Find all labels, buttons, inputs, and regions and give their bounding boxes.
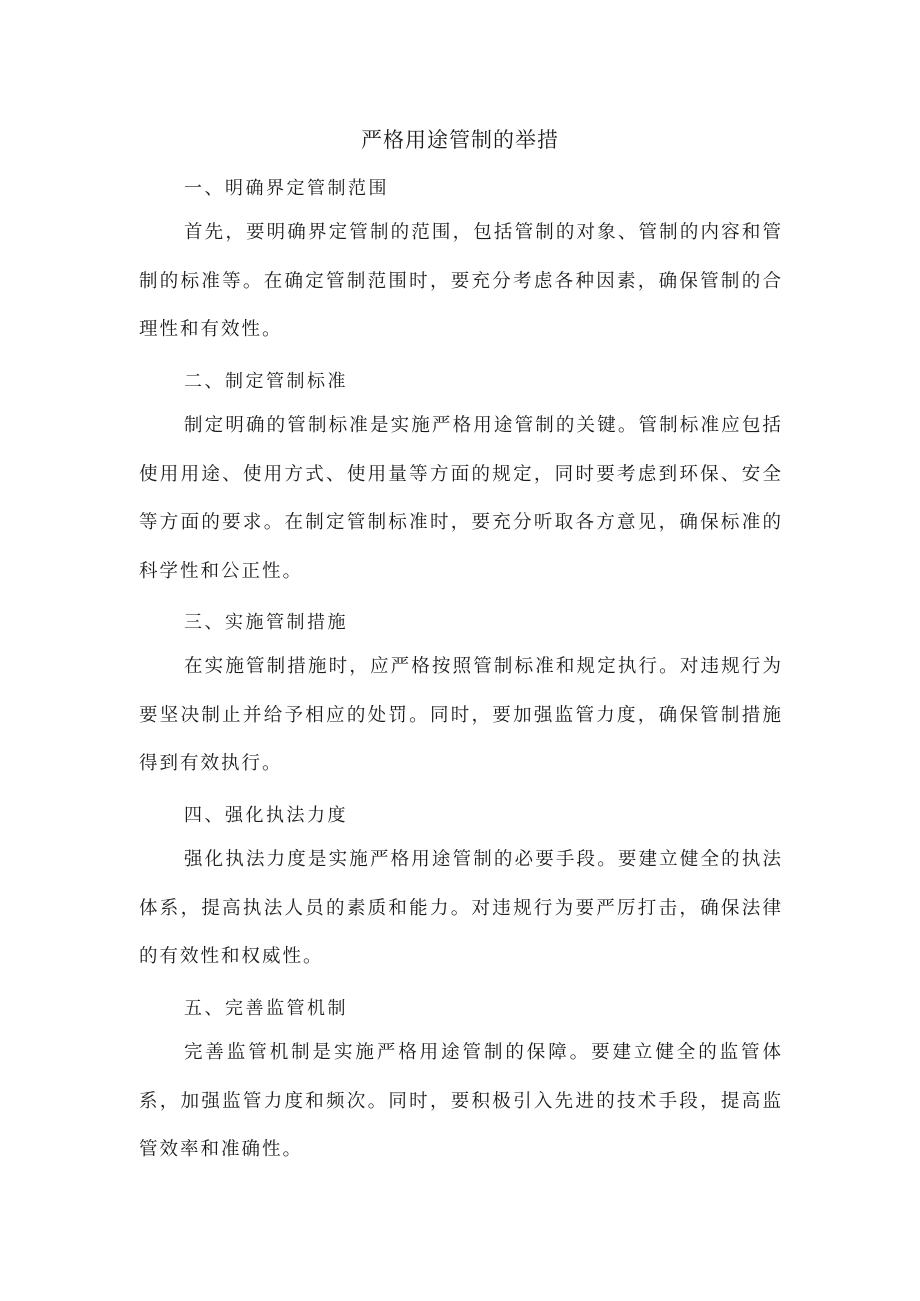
section-heading-2: 二、制定管制标准 xyxy=(184,371,348,392)
section-body-1: 首先，要明确界定管制的范围，包括管制的对象、管制的内容和管制的标准等。在确定管制范围时，要充分考虑各种因素，确保管制的合理性和有效性。 xyxy=(139,222,783,340)
section-body-5: 完善监管机制是实施严格用途管制的保障。要建立健全的监管体系，加强监管力度和频次。同时，要积极引入先进的技术手段，提高监管效率和准确性。 xyxy=(139,1042,783,1160)
document-title: 严格用途管制的举措 xyxy=(361,128,559,152)
section-heading-5: 五、完善监管机制 xyxy=(184,998,348,1019)
section-body-2: 制定明确的管制标准是实施严格用途管制的关键。管制标准应包括使用用途、使用方式、使用量等方面的规定，同时要考虑到环保、安全等方面的要求。在制定管制标准时，要充分听取各方意见，确保标准的科学性和公正性。 xyxy=(139,415,783,582)
section-body-3: 在实施管制措施时，应严格按照管制标准和规定执行。对违规行为要坚决制止并给予相应的处罚。同时，要加强监管力度，确保管制措施得到有效执行。 xyxy=(139,656,783,774)
section-heading-4: 四、强化执法力度 xyxy=(184,805,348,826)
section-heading-3: 三、实施管制措施 xyxy=(184,612,348,633)
section-body-4: 强化执法力度是实施严格用途管制的必要手段。要建立健全的执法体系，提高执法人员的素质和能力。对违规行为要严厉打击，确保法律的有效性和权威性。 xyxy=(139,849,783,967)
section-heading-1: 一、明确界定管制范围 xyxy=(184,178,389,199)
